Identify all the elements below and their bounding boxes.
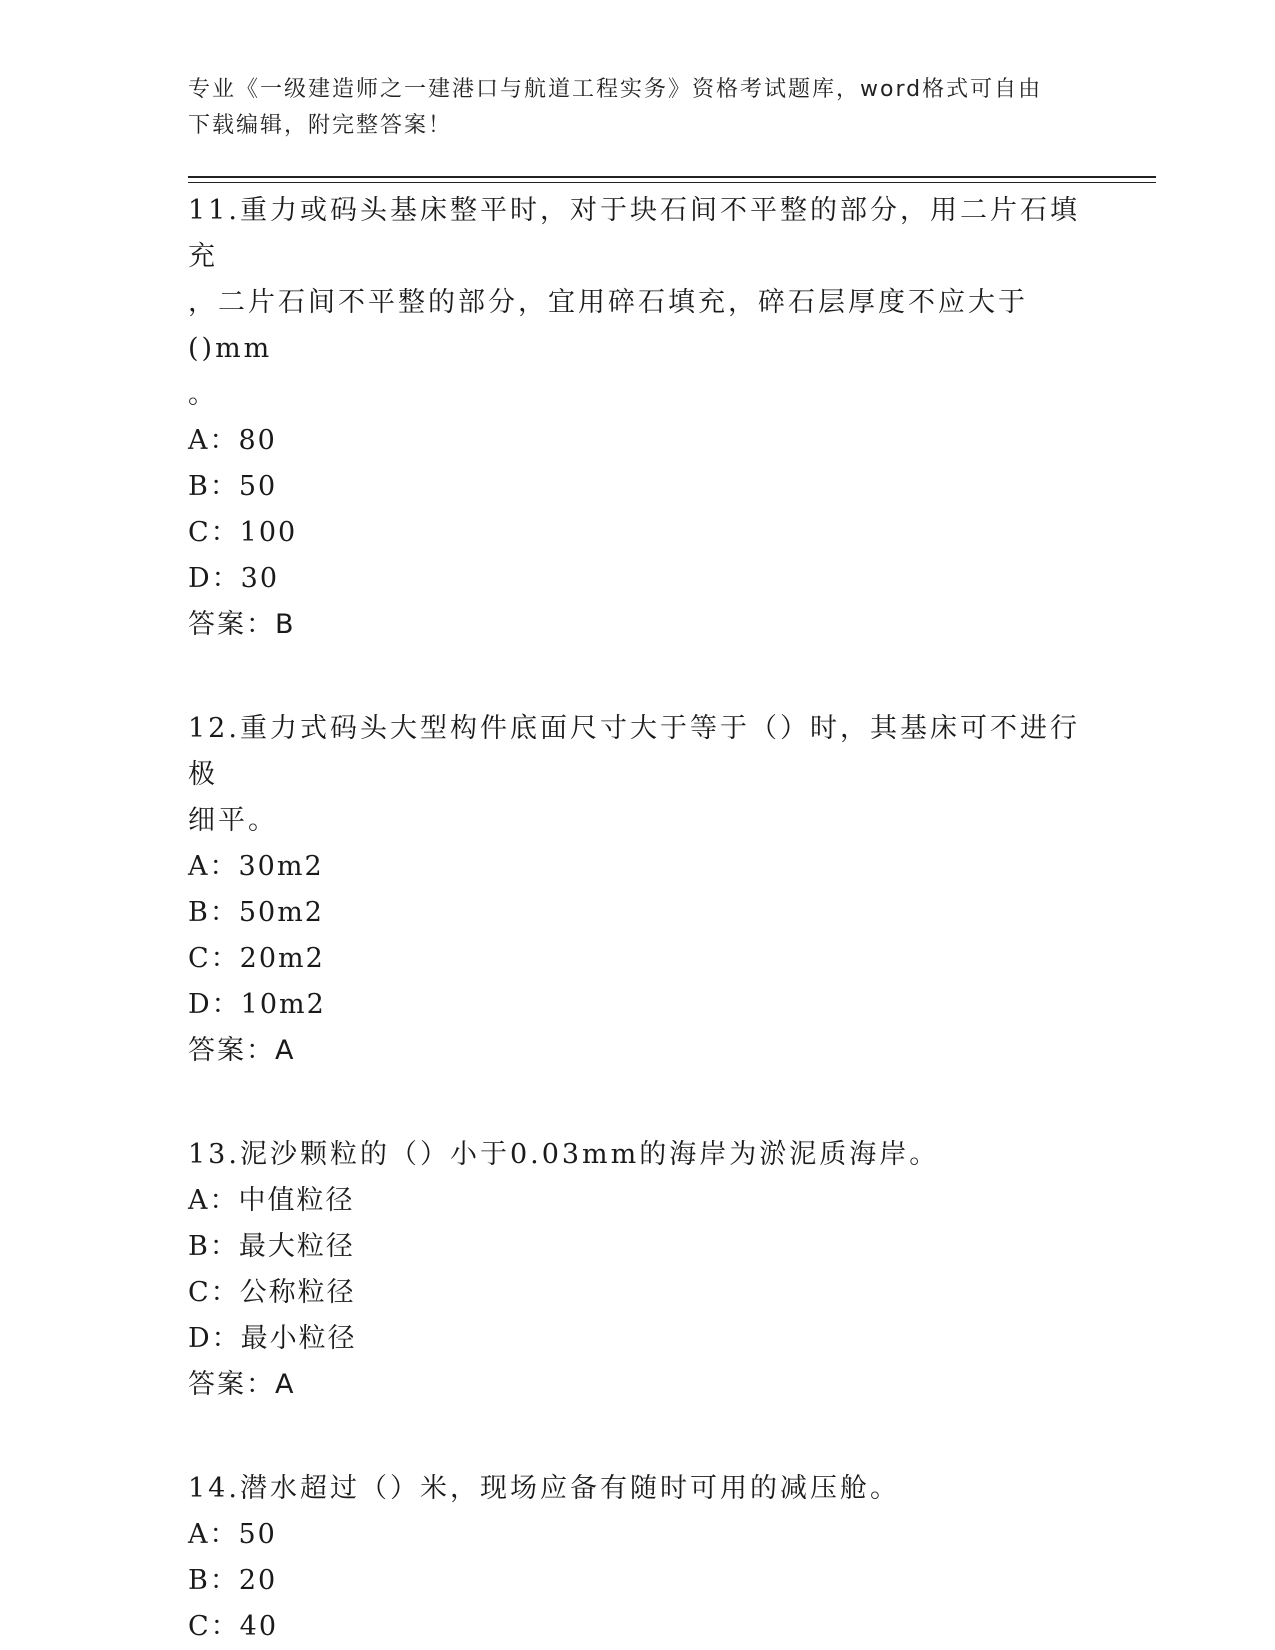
option-b: B：50m2 [188, 897, 324, 928]
option-c: C：40 [188, 1611, 279, 1642]
question-text-line: 。 [188, 379, 218, 410]
header-line-1: 专业《一级建造师之一建港口与航道工程实务》资格考试题库，word格式可自由 [188, 77, 1043, 102]
header-rule-top [188, 176, 1156, 178]
header-line-2: 下载编辑，附完整答案！ [188, 113, 453, 138]
question-11 [188, 188, 1088, 648]
question-text-line: 13.泥沙颗粒的（）小于0.03mm的海岸为淤泥质海岸。 [188, 1139, 940, 1170]
question-14 [188, 1466, 1088, 1650]
answer: 答案：A [188, 1035, 296, 1066]
question-text-line: 14.潜水超过（）米，现场应备有随时可用的减压舱。 [188, 1473, 900, 1504]
question-text-line: 细平。 [188, 805, 278, 836]
question-12 [188, 706, 1088, 1074]
question-text-line: ，二片石间不平整的部分，宜用碎石填充，碎石层厚度不应大于()mm [188, 287, 1028, 364]
question-13 [188, 1132, 1088, 1408]
option-a: A：80 [188, 425, 277, 456]
option-a: A：50 [188, 1519, 277, 1550]
answer: 答案：A [188, 1369, 296, 1400]
option-a: A：30m2 [188, 851, 324, 882]
answer: 答案：B [188, 609, 296, 640]
document-header [188, 72, 1068, 144]
option-d: D：最小粒径 [188, 1323, 357, 1354]
option-c: C：公称粒径 [188, 1277, 356, 1308]
header-rule-bottom [188, 182, 1156, 183]
option-c: C：100 [188, 517, 298, 548]
option-d: D：30 [188, 563, 280, 594]
option-a: A：中值粒径 [188, 1185, 355, 1216]
option-c: C：20m2 [188, 943, 325, 974]
question-list [188, 188, 1088, 1650]
option-d: D：10m2 [188, 989, 326, 1020]
question-text-line: 11.重力或码头基床整平时，对于块石间不平整的部分，用二片石填充 [188, 195, 1080, 272]
option-b: B：20 [188, 1565, 278, 1596]
option-b: B：最大粒径 [188, 1231, 355, 1262]
option-b: B：50 [188, 471, 278, 502]
question-text-line: 12.重力式码头大型构件底面尺寸大于等于（）时，其基床可不进行极 [188, 713, 1080, 790]
